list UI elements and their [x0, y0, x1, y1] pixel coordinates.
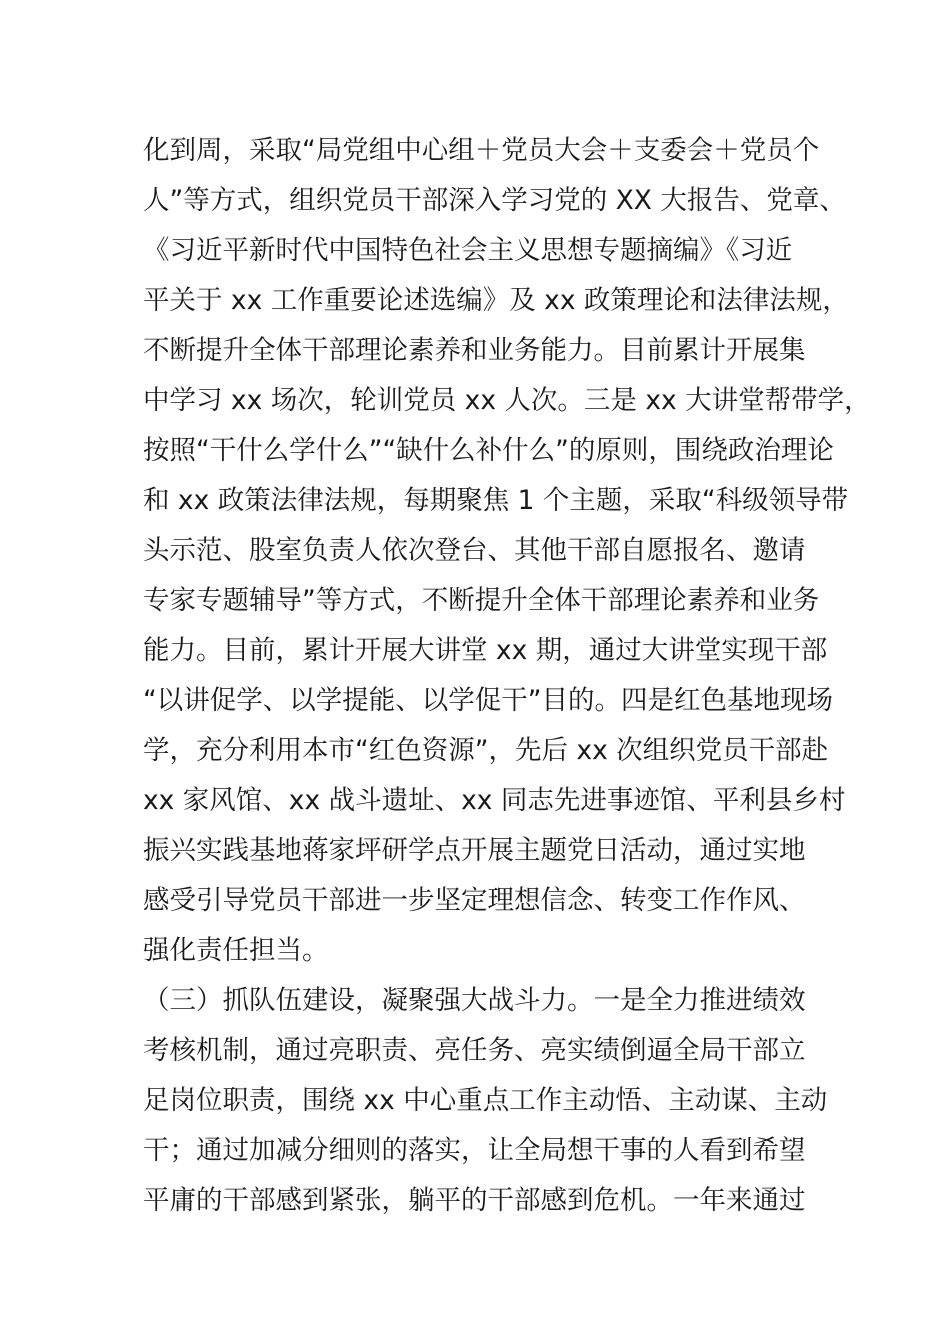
text-line: 中学习 xx 场次，轮训党员 xx 人次。三是 xx 大讲堂帮带学， [143, 385, 871, 416]
text-line: 人”等方式，组织党员干部深入学习党的 XX 大报告、党章、 [143, 185, 846, 216]
text-line: “以讲促学、以学提能、以学促干”目的。四是红色基地现场 [143, 685, 833, 716]
text-line: 能力。目前，累计开展大讲堂 xx 期，通过大讲堂实现干部 [143, 635, 828, 666]
text-line: 平庸的干部感到紧张，躺平的干部感到危机。一年来通过 [143, 1185, 806, 1216]
text-line: （三）抓队伍建设，凝聚强大战斗力。一是全力推进绩效 [143, 985, 806, 1016]
text-line: 专家专题辅导”等方式，不断提升全体干部理论素养和业务 [143, 585, 820, 616]
text-line: 干；通过加减分细则的落实，让全局想干事的人看到希望 [143, 1135, 806, 1166]
text-line: 考核机制，通过亮职责、亮任务、亮实绩倒逼全局干部立 [143, 1035, 806, 1066]
text-line: 平关于 xx 工作重要论述选编》及 xx 政策理论和法律法规， [143, 285, 849, 316]
text-line: 按照“干什么学什么”“缺什么补什么”的原则，围绕政治理论 [143, 435, 834, 466]
text-line: 学，充分利用本市“红色资源”，先后 xx 次组织党员干部赴 [143, 735, 829, 766]
text-line: 不断提升全体干部理论素养和业务能力。目前累计开展集 [143, 335, 806, 366]
text-line: 《习近平新时代中国特色社会主义思想专题摘编》《习近 [143, 235, 793, 266]
text-line: 感受引导党员干部进一步坚定理想信念、转变工作作风、 [143, 885, 806, 916]
text-line: 强化责任担当。 [143, 935, 329, 966]
body-text [143, 126, 871, 1226]
text-line: 头示范、股室负责人依次登台、其他干部自愿报名、邀请 [143, 535, 806, 566]
text-line: 足岗位职责，围绕 xx 中心重点工作主动悟、主动谋、主动 [143, 1085, 828, 1116]
text-line: xx 家风馆、xx 战斗遗址、xx 同志先进事迹馆、平利县乡村 [143, 785, 846, 816]
text-line: 化到周，采取“局党组中心组＋党员大会＋支委会＋党员个 [143, 135, 820, 166]
text-line: 振兴实践基地蒋家坪研学点开展主题党日活动，通过实地 [143, 835, 806, 866]
text-line: 和 xx 政策法律法规，每期聚焦 1 个主题，采取“科级领导带 [143, 485, 849, 516]
